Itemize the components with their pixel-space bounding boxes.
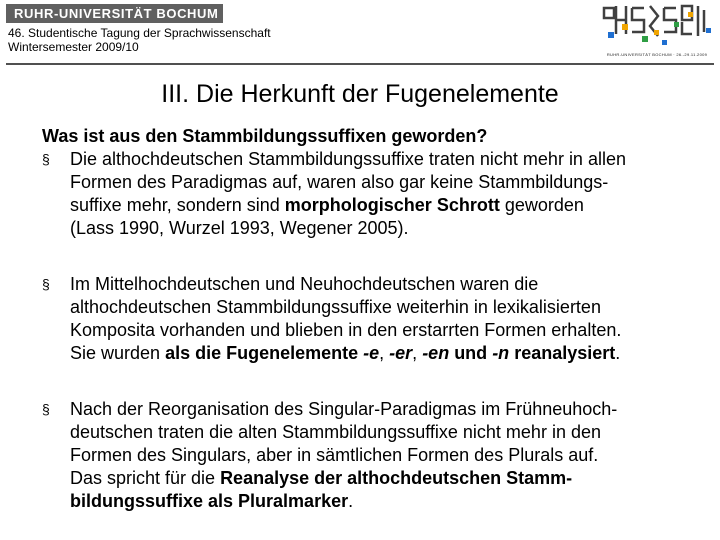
- slide-title: III. Die Herkunft der Fugenelemente: [161, 80, 559, 108]
- bullet-line: Die althochdeutschen Stammbildungssuffixe traten nicht mehr in allen: [70, 149, 626, 169]
- emphasis: als die Fugenelemente: [165, 343, 364, 363]
- conference-name: 46. Studentische Tagung der Sprachwissenschaft: [8, 26, 271, 40]
- bullet-line: Das spricht für die Reanalyse der althochdeutschen Stamm-: [70, 468, 573, 488]
- university-logo: RUHR-UNIVERSITÄT BOCHUM: [6, 4, 223, 23]
- bullet-item: [42, 398, 702, 513]
- bullet-line: Komposita vorhanden und blieben in den erstarrten Formen erhalten.: [70, 320, 622, 340]
- bullet-line: Formen des Paradigmas auf, waren also gar keine Stammbildungs-: [70, 172, 609, 192]
- bullet-line: Formen des Singulars, aber in sämtlichen Formen des Plurals auf.: [70, 445, 599, 465]
- bullet-line: bildungssuffixe als Pluralmarker.: [70, 491, 354, 511]
- header-divider: [6, 63, 714, 65]
- bullet-line: althochdeutschen Stammbildungssuffixe weiterhin in lexikalisierten: [70, 297, 601, 317]
- suffix-en: -en: [422, 343, 450, 363]
- bullet-line: Im Mittelhochdeutschen und Neuhochdeutschen waren die: [70, 274, 539, 294]
- bullet-symbol: §: [42, 151, 50, 167]
- emphasis: reanalysiert: [509, 343, 616, 363]
- conference-semester: Wintersemester 2009/10: [8, 40, 139, 54]
- logo-tagline: RUHR-UNIVERSITÄT BOCHUM · 26.-29.11.2009: [606, 52, 708, 57]
- emphasis: morphologischer Schrott: [284, 195, 500, 215]
- emphasis: bildungssuffixe als Pluralmarker: [70, 491, 349, 511]
- bullet-line: Nach der Reorganisation des Singular-Paradigmas im Frühneuhoch-: [70, 399, 618, 419]
- bullet-line: suffixe mehr, sondern sind morphologischer Schrott geworden: [70, 195, 584, 215]
- bullet-symbol: §: [42, 401, 50, 417]
- bullet-line: Sie wurden als die Fugenelemente -e, -er, -en und -n reanalysiert.: [70, 343, 621, 363]
- slide-content: [42, 125, 702, 513]
- bullet-line: deutschen traten die alten Stammbildungssuffixe nicht mehr in den: [70, 422, 601, 442]
- bullet-item: [42, 148, 702, 240]
- bullet-symbol: §: [42, 276, 50, 292]
- slide-question: Was ist aus den Stammbildungssuffixen geworden?: [42, 126, 488, 146]
- bullet-line: (Lass 1990, Wurzel 1993, Wegener 2005).: [70, 218, 409, 238]
- stusta-46-logo-icon: [598, 2, 716, 62]
- suffix-er: -er: [389, 343, 413, 363]
- bullet-item: [42, 273, 702, 365]
- emphasis: Reanalyse der althochdeutschen Stamm-: [220, 468, 573, 488]
- suffix-e: -e: [363, 343, 380, 363]
- suffix-n: -n: [492, 343, 510, 363]
